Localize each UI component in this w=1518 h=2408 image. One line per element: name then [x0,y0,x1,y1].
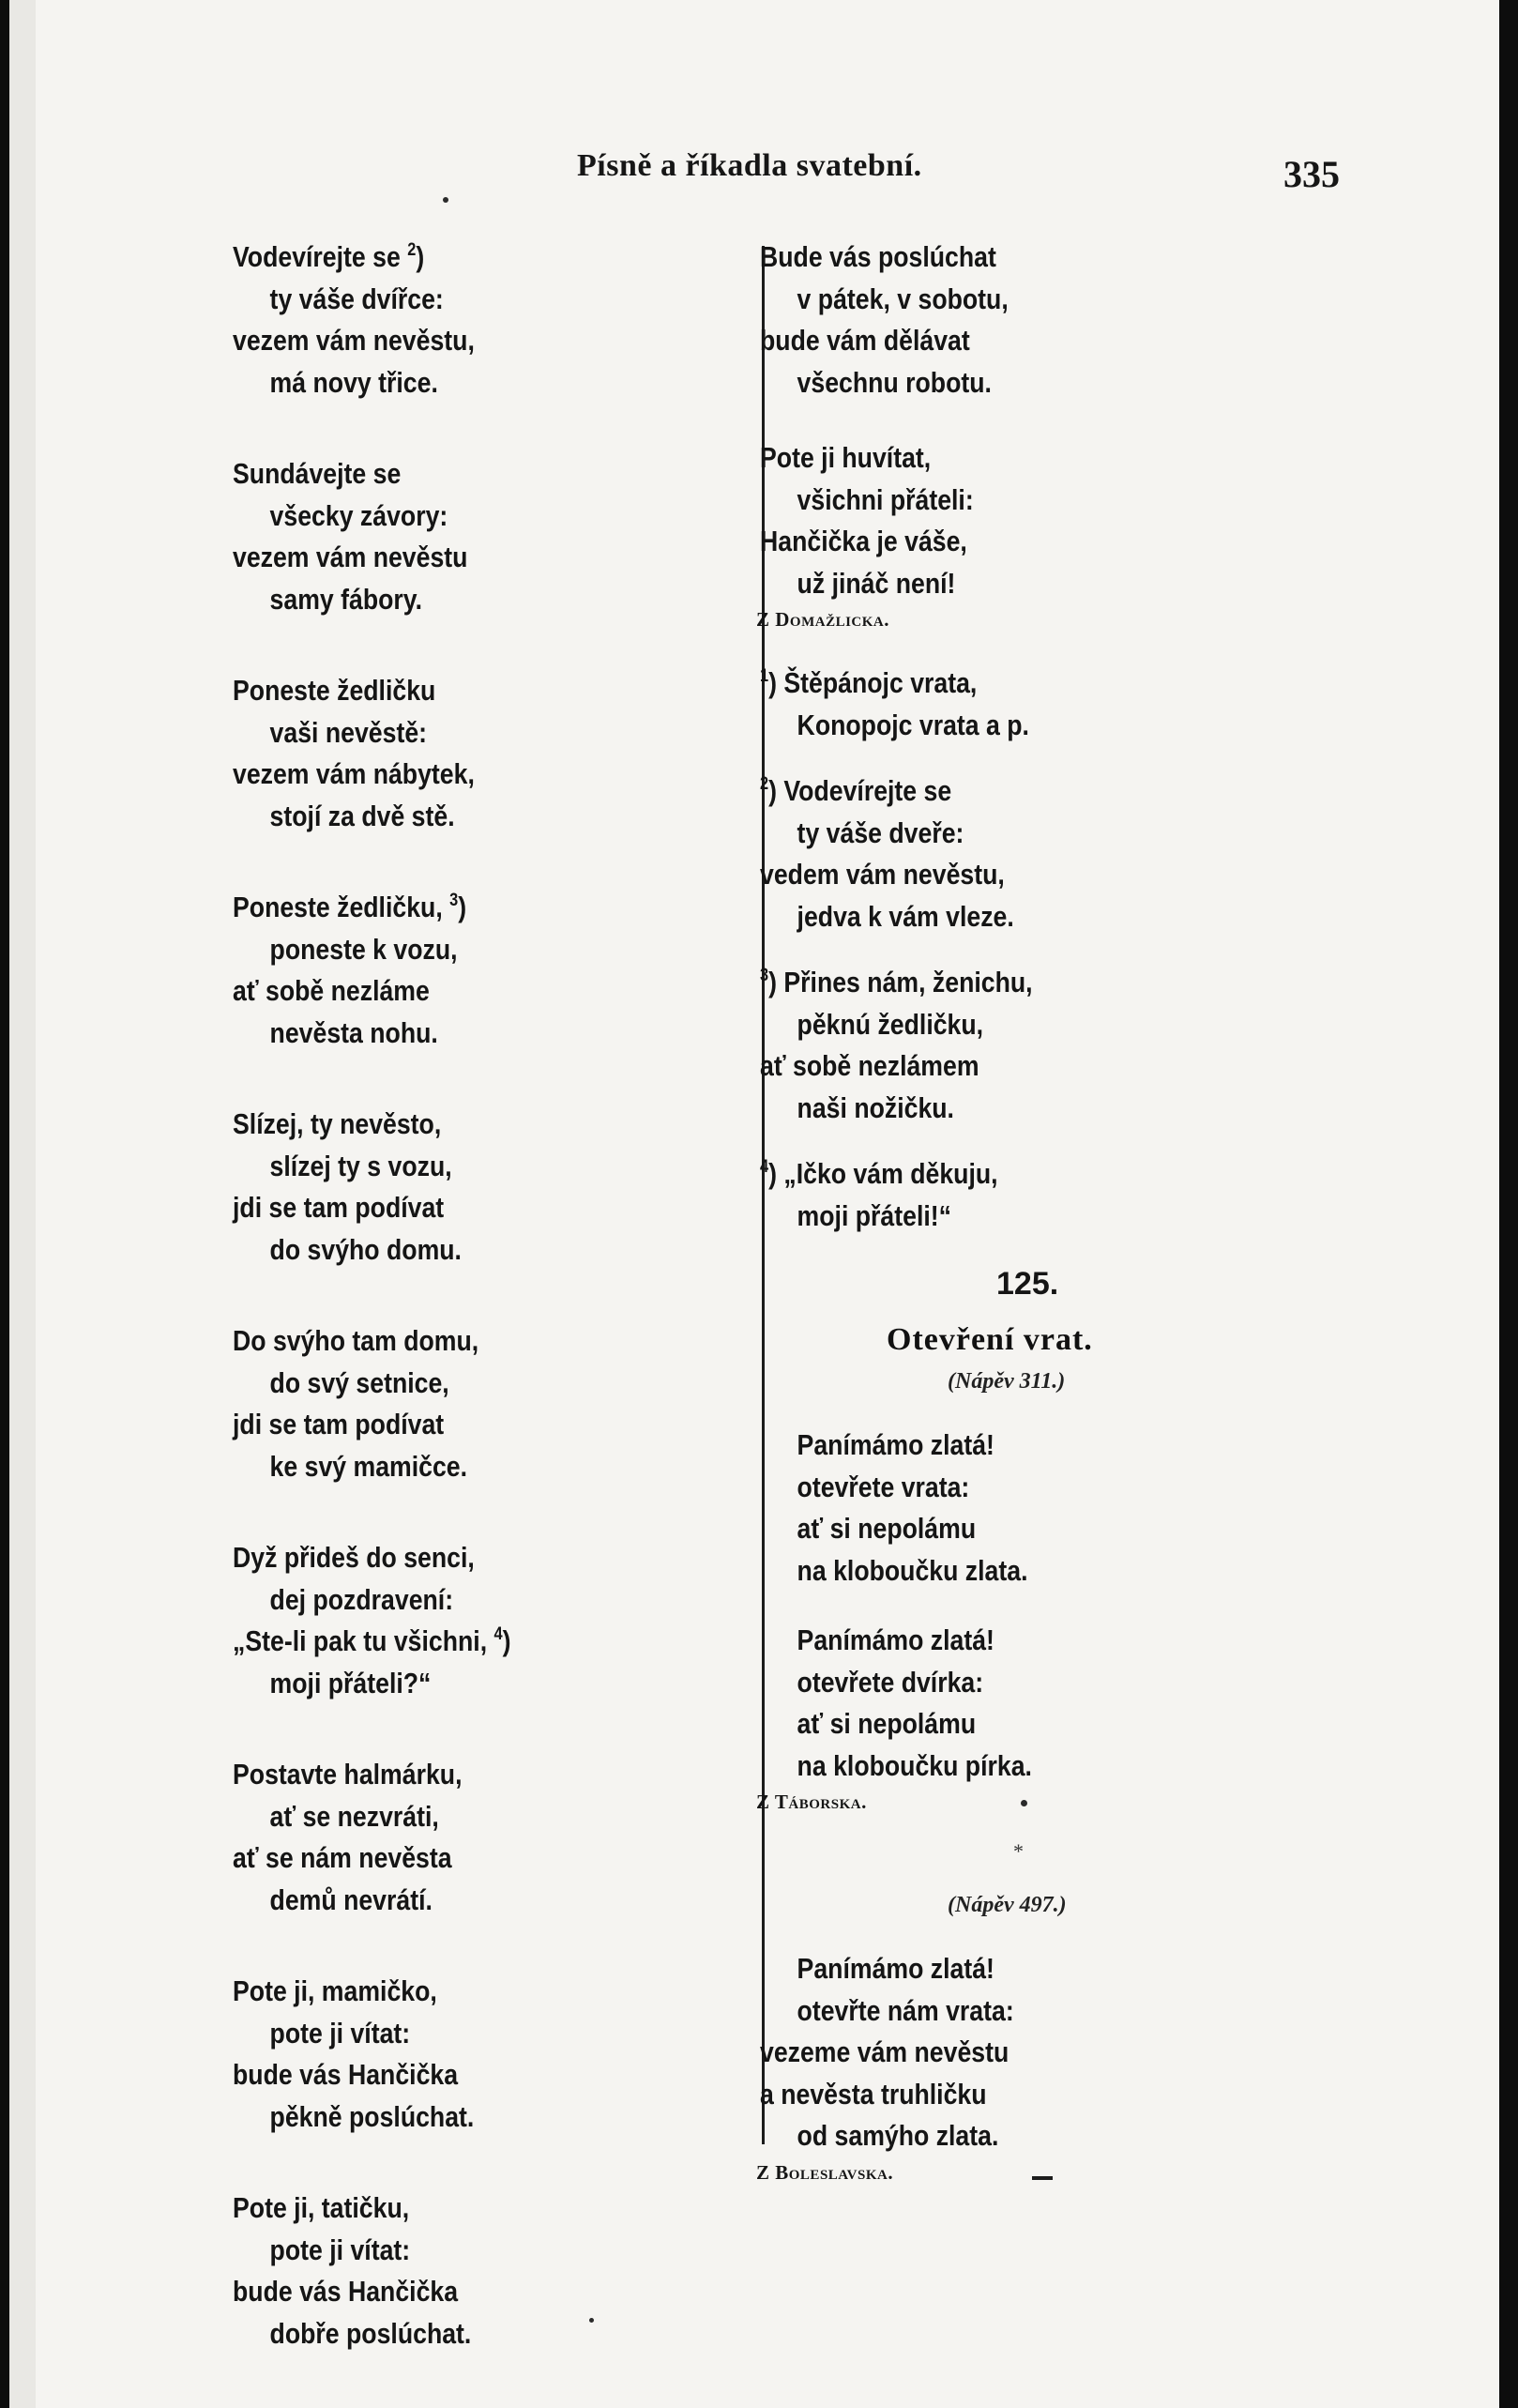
verse-line [233,2230,636,2272]
verse-line: $^3$) Přines nám, ženichu, [760,966,1033,998]
verse-text: moji přáteli?“ [269,1666,432,1699]
verse-text: „Ičko vám děkuju, [783,1157,998,1190]
section-divider-asterisk: * [1013,1839,1024,1863]
verse-line [233,754,636,796]
verse-line [233,279,636,321]
left-column [233,236,702,2404]
right-column [756,236,1473,2216]
verse-line: $^4$) „Ičko vám děkuju, [760,1157,998,1190]
verse-text: Bude vás poslúchat [760,240,996,273]
verse-line [233,537,636,579]
scan-gutter [9,0,36,2408]
verse-line: $^2$) Vodevírejte se [760,774,952,807]
verse-line [760,521,1374,563]
verse-line [233,579,636,621]
verse-line [760,1088,1374,1130]
verse-line [760,236,1374,279]
verse-text: vezem vám nábytek, [233,757,475,790]
verse-text: už jináč není! [797,566,956,600]
footnote-marker: 4 [493,1624,503,1644]
footnote-number: 2 [760,774,769,794]
verse-line [760,2032,1374,2074]
verse-line [760,854,1374,896]
stanza [233,1754,702,1921]
verse-line [233,670,636,712]
verse-text: Vodevírejte se [233,240,401,273]
verse-line [760,1620,1374,1662]
verse-text: všechnu robotu. [797,365,992,399]
verse-text: naši nožičku. [797,1090,954,1124]
song-number: 125. [996,1266,1059,1302]
right-top-stanzas [760,236,1473,604]
verse-text: Konopojc vrata a p. [797,708,1029,741]
page-number: 335 [1283,153,1340,195]
verse-text: vezeme vám nevěstu [760,2035,1009,2068]
stanza [233,453,702,620]
verse-line [760,1662,1374,1704]
verse-text: vaši nevěstě: [269,715,428,749]
verse-line [233,929,636,971]
verse-text: pěknú žedličku, [797,1007,984,1041]
song-variant-2 [760,1948,1473,2157]
verse-line [233,453,636,495]
stanza [760,1425,1473,1592]
verse-line [760,1550,1374,1593]
verse-line [233,1229,636,1272]
verse-text: Panímámo zlatá! [797,1623,994,1656]
footnotes [760,663,1473,1237]
verse-text: Panímámo zlatá! [797,1428,994,1461]
verse-line [760,279,1374,321]
verse-line [233,2054,636,2096]
stanza [233,2187,702,2355]
verse-text: Pote ji, tatičku, [233,2191,410,2224]
verse-text: od samýho zlata. [797,2119,999,2152]
verse-text: slízej ty s vozu, [269,1149,452,1182]
verse-line [233,1187,636,1229]
footnote [760,770,1473,937]
song-variant-1 [760,1425,1473,1787]
print-speck [443,197,448,203]
verse-line [233,2096,636,2139]
verse-text: ať se nám nevěsta [233,1841,452,1874]
verse-line [233,362,636,404]
footnote-marker: 2 [407,240,417,260]
footnote-paren: ) [458,891,467,923]
verse-text: Do svýho tam domu, [233,1324,479,1357]
verse-text: Štěpánojc vrata, [783,666,978,699]
footnote-paren: ) [502,1624,511,1657]
verse-line [760,1990,1374,2033]
verse-text: a nevěsta truhličku [760,2077,987,2111]
verse-line [233,1663,636,1705]
verse-text: otevřete vrata: [797,1470,970,1503]
verse-text: vezem vám nevěstu, [233,324,475,357]
verse-text: Slízej, ty nevěsto, [233,1107,442,1140]
stanza [233,1104,702,1271]
verse-text: na kloboučku zlata. [797,1553,1028,1587]
verse-line [233,1104,636,1146]
source-note-domazlicka: Z Domažlicka. [756,608,890,631]
verse-line [233,2013,636,2055]
verse-line [760,1425,1374,1467]
verse-line [760,480,1374,522]
verse-line [760,1196,1374,1238]
footnote-number: 1 [760,666,769,686]
verse-line [233,1446,636,1488]
footnote-paren: ) [416,240,425,273]
footnote [760,663,1473,746]
scan-edge-right [1499,0,1518,2408]
verse-line [760,1948,1374,1990]
verse-text: nevěsta nohu. [269,1015,438,1049]
footnote [760,962,1473,1129]
verse-text: Poneste žedličku, [233,891,443,923]
melody-reference-2: (Nápěv 497.) [948,1893,1067,1917]
footnote [760,1153,1473,1237]
verse-text: samy fábory. [269,582,423,616]
verse-text: všecky závory: [269,498,448,532]
verse-line [233,1404,636,1446]
verse-line [233,320,636,362]
verse-line [233,796,636,838]
verse-text: pote ji vítat: [269,2016,411,2050]
stanza [233,236,702,404]
verse-text: poneste k vozu, [269,932,458,966]
verse-text: do svý setnice, [269,1365,449,1399]
verse-line [760,2074,1374,2116]
verse-line [233,2271,636,2313]
verse-text: „Ste-li pak tu všichni, [233,1624,488,1657]
verse-line: $^1$) Štěpánojc vrata, [760,666,978,699]
melody-reference-1: (Nápěv 311.) [948,1369,1066,1394]
verse-text: jedva k vám vleze. [797,899,1014,933]
verse-line [760,1045,1374,1088]
verse-text: bude vás Hančička [233,2058,459,2091]
verse-line [233,1837,636,1880]
verse-text: bude vás Hančička [233,2275,459,2308]
footnote-marker: 3 [449,891,459,910]
verse-text: Dyž přideš do senci, [233,1541,475,1574]
verse-line [760,705,1374,747]
stanza [233,1971,702,2138]
verse-text: ať sobě nezláme [233,974,430,1007]
verse-line [233,970,636,1013]
verse-line [233,2187,636,2230]
source-note-taborska: Z Táborska. [756,1791,867,1813]
footnote-number: 4 [760,1157,769,1177]
verse-text: pěkně poslúchat. [269,2099,475,2133]
verse-line [233,1537,636,1579]
verse-line [760,1745,1374,1788]
verse-line [233,1146,636,1188]
verse-line [760,320,1374,362]
verse-text: ať se nezvráti, [269,1799,439,1833]
verse-line [233,1971,636,2013]
verse-line [233,1363,636,1405]
verse-text: Pote ji huvítat, [760,441,932,474]
verse-text: otevřete dvírka: [797,1665,984,1699]
verse-line [233,1880,636,1922]
verse-line [233,1754,636,1796]
verse-text: moji přáteli!“ [797,1198,951,1232]
verse-line [233,1796,636,1838]
verse-text: dobře poslúchat. [269,2316,472,2350]
verse-text: stojí za dvě stě. [269,799,455,832]
running-head: Písně a říkadla svatební. [577,148,922,183]
verse-line [760,362,1374,404]
stanza [760,1948,1473,2157]
scan-edge-left [0,0,9,2408]
verse-text: vedem vám nevěstu, [760,858,1005,891]
verse-line [233,1579,636,1622]
stanza [760,437,1473,604]
verse-line [760,896,1374,938]
verse-text: Panímámo zlatá! [797,1952,994,1985]
verse-text: ať si nepolámu [797,1512,977,1545]
verse-line [760,2115,1374,2157]
verse-text: jdi se tam podívat [233,1191,445,1224]
stanza [760,1620,1473,1787]
verse-text: ty váše dvířce: [269,282,444,315]
verse-text: vezem vám nevěstu [233,541,468,573]
footnote-number: 3 [760,966,769,985]
verse-line [233,495,636,538]
verse-text: bude vám dělávat [760,324,970,357]
verse-line [760,1508,1374,1550]
verse-text: v pátek, v sobotu, [797,282,1009,315]
verse-text: ať si nepolámu [797,1707,977,1740]
stanza [233,670,702,837]
stanza [233,1537,702,1704]
verse-text: Hančička je váše, [760,525,967,557]
verse-text: ať sobě nezlámem [760,1049,979,1082]
verse-text: jdi se tam podívat [233,1408,445,1440]
verse-text: dej pozdravení: [269,1582,454,1616]
verse-text: na kloboučku pírka. [797,1748,1032,1782]
verse-text: ty váše dveře: [797,815,964,849]
verse-line [233,1621,636,1663]
verse-line [760,1467,1374,1509]
verse-text: otevřte nám vrata: [797,1993,1014,2027]
verse-text: ke svý mamičce. [269,1449,468,1483]
verse-text: všichni přáteli: [797,482,974,516]
verse-text: pote ji vítat: [269,2233,411,2266]
verse-line [760,437,1374,480]
verse-text: Přines nám, ženichu, [783,966,1033,998]
verse-line [760,1004,1374,1046]
verse-line [233,1013,636,1055]
verse-line [760,1703,1374,1745]
song-title: Otevření vrat. [887,1322,1093,1357]
source-note-boleslavska: Z Boleslavska. [756,2160,894,2184]
verse-text: Pote ji, mamičko, [233,1974,437,2007]
stanza [760,236,1473,404]
verse-text: Poneste žedličku [233,674,436,707]
verse-line [233,1320,636,1363]
verse-line [760,813,1374,855]
verse-text: do svýho domu. [269,1232,462,1266]
stanza [233,1320,702,1487]
verse-text: demů nevrátí. [269,1882,433,1916]
verse-text: Vodevírejte se [783,774,952,807]
verse-line [233,887,636,929]
verse-line [233,236,636,279]
verse-text: Postavte halmárku, [233,1758,463,1791]
stanza [233,887,702,1054]
verse-text: Sundávejte se [233,457,402,490]
verse-text: má novy třice. [269,365,438,399]
verse-line [233,2313,636,2355]
verse-line [760,563,1374,605]
verse-line [233,712,636,754]
